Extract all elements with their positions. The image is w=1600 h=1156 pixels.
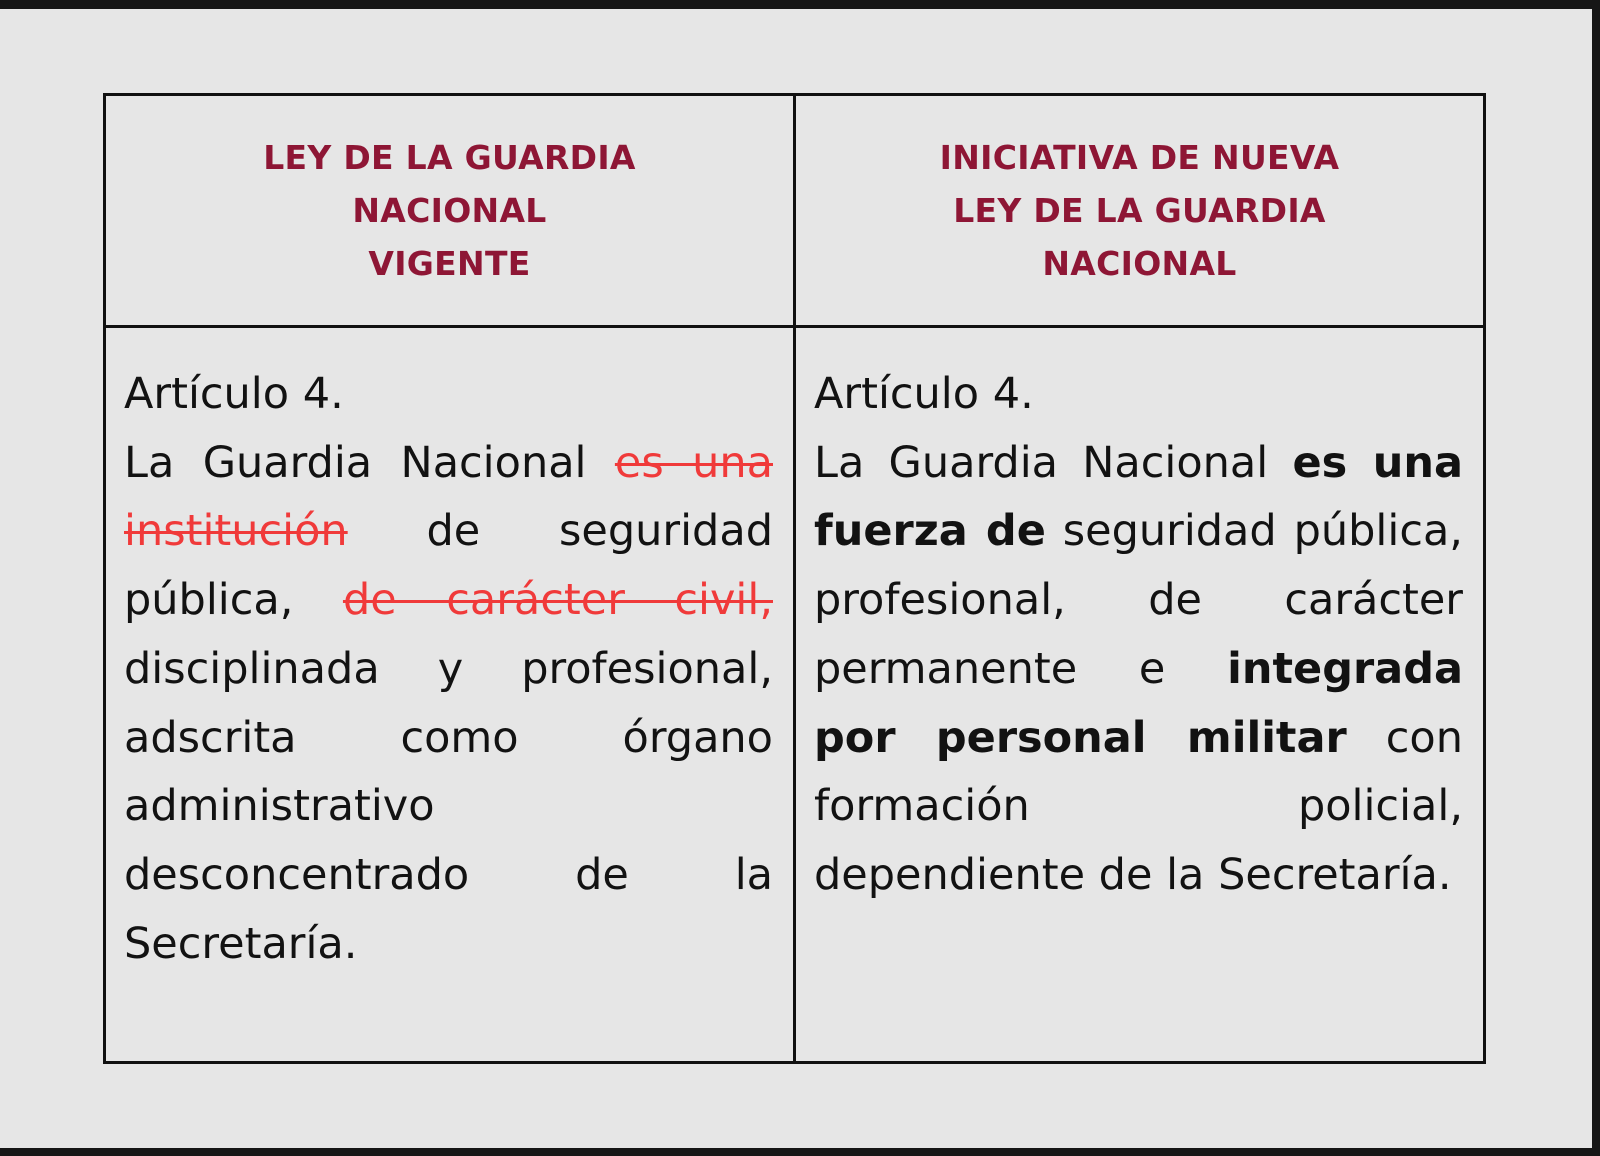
article-text-segment: de seguridad pública, xyxy=(124,506,773,626)
deleted-text-segment: es una institución xyxy=(124,437,773,557)
article-title: Artículo 4. xyxy=(124,369,344,419)
header-new-initiative xyxy=(796,96,1483,328)
bold-text-segment: integrada por personal militar xyxy=(814,643,1463,763)
header-new-initiative-title xyxy=(940,131,1340,290)
comparison-table xyxy=(103,93,1486,1064)
article-text-segment: seguridad pública, profesional, de carácter permanente e xyxy=(814,506,1463,694)
header-line: VIGENTE xyxy=(368,244,531,283)
header-line: NACIONAL xyxy=(352,191,547,230)
header-current-law-title xyxy=(263,131,636,290)
article-text-segment: disciplinada y profesional, adscrita como órgano administrativo desconcentrado de la Secretaría. xyxy=(124,643,773,969)
article-text-segment: La Guardia Nacional xyxy=(814,437,1293,488)
new-initiative-article-cell xyxy=(796,328,1483,1061)
header-line: NACIONAL xyxy=(1042,244,1237,283)
article-text xyxy=(124,429,773,979)
header-line: LEY DE LA GUARDIA xyxy=(953,191,1326,230)
current-law-article-cell xyxy=(106,328,796,1061)
right-border-bar xyxy=(1592,0,1600,1156)
bold-text-segment: es una fuerza de xyxy=(814,437,1463,557)
header-line: INICIATIVA DE NUEVA xyxy=(939,138,1340,177)
header-line: LEY DE LA GUARDIA xyxy=(263,138,636,177)
deleted-text-segment: de carácter civil, xyxy=(342,575,773,626)
article-text xyxy=(814,429,1463,910)
article-text-segment: La Guardia Nacional xyxy=(124,437,615,488)
article-title: Artículo 4. xyxy=(814,369,1034,419)
top-border-bar xyxy=(0,0,1600,9)
article-text-segment: con formación policial, dependiente de la Secretaría. xyxy=(814,712,1463,900)
bottom-border-bar xyxy=(0,1148,1600,1156)
header-current-law xyxy=(106,96,796,328)
